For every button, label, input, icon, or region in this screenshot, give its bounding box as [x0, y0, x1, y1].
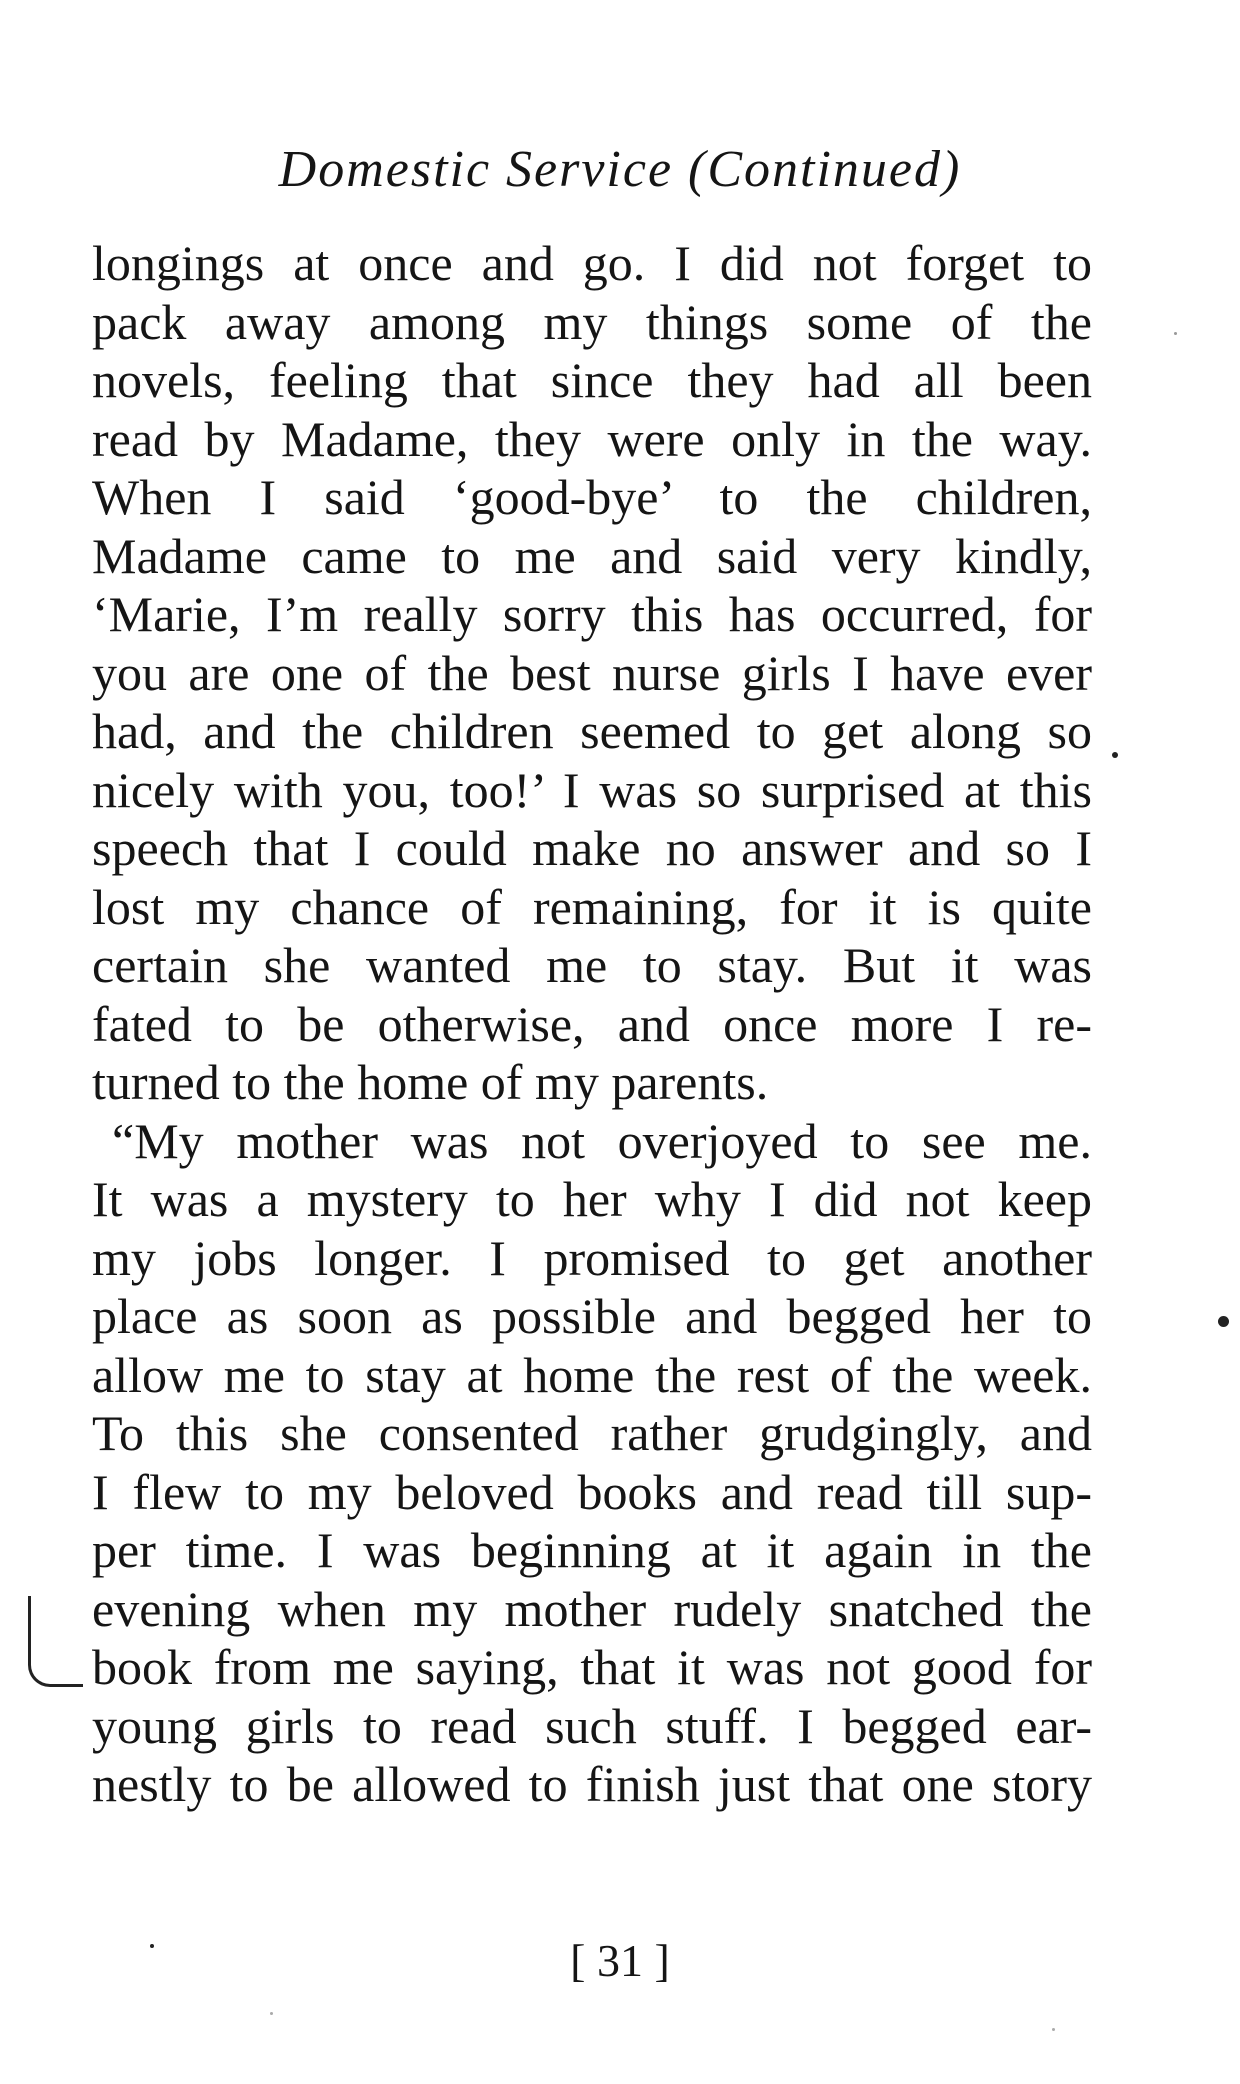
text-line: To this she consented rather grudgingly, and: [92, 1405, 1092, 1461]
text-line: longings at once and go. I did not forget to: [92, 235, 1092, 291]
text-line: had, and the children seemed to get along so: [92, 703, 1092, 759]
text-line: certain she wanted me to stay. But it was: [92, 937, 1092, 993]
text-line: novels, feeling that since they had all been: [92, 352, 1092, 408]
text-line: my jobs longer. I promised to get another: [92, 1229, 1092, 1286]
text-line: fated to be otherwise, and once more I re-: [92, 995, 1092, 1052]
running-head: Domestic Service (Continued): [278, 141, 962, 198]
text-line: turned to the home of my parents.: [92, 1054, 769, 1110]
text-line: “My mother was not overjoyed to see me.: [112, 1112, 1092, 1169]
text-line: you are one of the best nurse girls I have ever: [92, 644, 1092, 701]
text-line: It was a mystery to her why I did not keep: [92, 1171, 1092, 1227]
margin-dot-mark: [1218, 1316, 1229, 1327]
margin-bracket-mark: [28, 1596, 83, 1687]
page-number: [ 31 ]: [570, 1935, 670, 1986]
page-speck-mark: [270, 2012, 273, 2015]
margin-dot-mark: [1112, 752, 1118, 758]
text-line: pack away among my things some of the: [92, 293, 1092, 350]
text-line: per time. I was beginning at it again in the: [92, 1522, 1092, 1578]
text-line: allow me to stay at home the rest of the week.: [92, 1346, 1092, 1403]
text-line: place as soon as possible and begged her to: [92, 1288, 1092, 1344]
text-line: ‘Marie, I’m really sorry this has occurred, for: [92, 586, 1092, 642]
text-line: I flew to my beloved books and read till sup-: [92, 1463, 1092, 1520]
text-line: nestly to be allowed to finish just that one story: [92, 1756, 1092, 1812]
text-line: When I said ‘good-bye’ to the children,: [92, 469, 1092, 525]
text-line: nicely with you, too!’ I was so surprised at this: [92, 761, 1092, 818]
page-speck-mark: [150, 1944, 154, 1948]
text-line: young girls to read such stuff. I begged ear-: [92, 1697, 1092, 1754]
text-line: speech that I could make no answer and so I: [92, 820, 1092, 876]
page-speck-mark: [1052, 2028, 1055, 2031]
body-text: [92, 234, 1092, 1814]
page-speck-mark: [1174, 332, 1177, 335]
text-line: read by Madame, they were only in the way.: [92, 410, 1092, 467]
text-line: lost my chance of remaining, for it is quite: [92, 878, 1092, 935]
text-line: book from me saying, that it was not good for: [92, 1639, 1092, 1695]
text-line: evening when my mother rudely snatched the: [92, 1580, 1092, 1637]
text-line: Madame came to me and said very kindly,: [92, 527, 1092, 584]
